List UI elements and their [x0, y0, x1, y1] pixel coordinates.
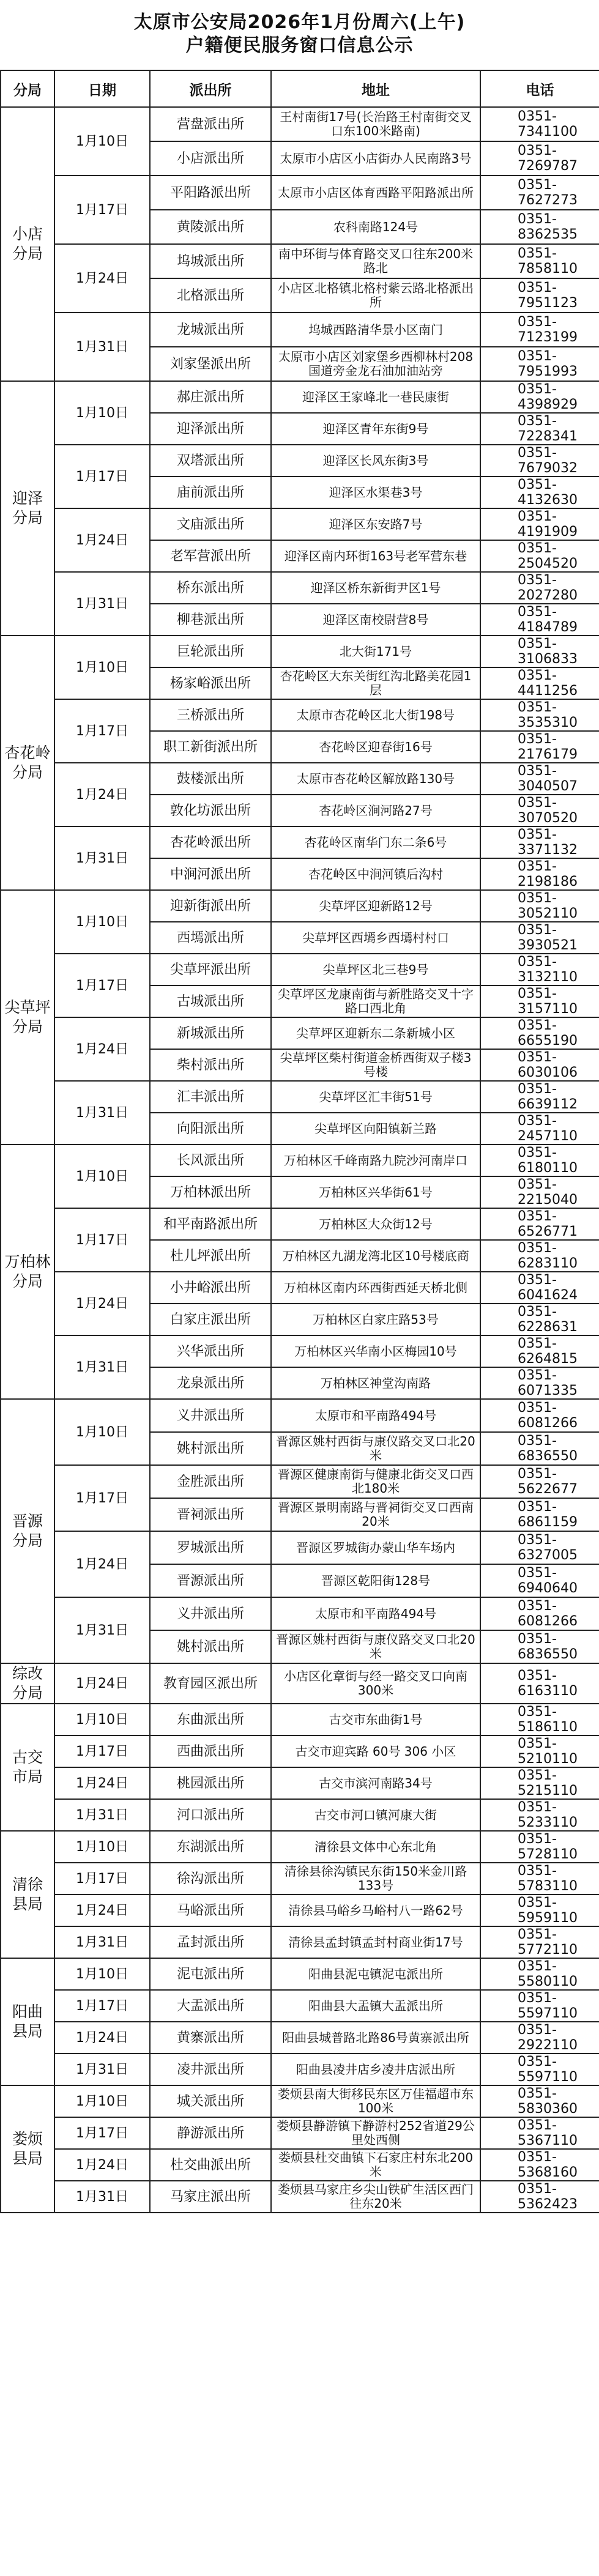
- branch-cell: 小店 分局: [1, 107, 54, 381]
- address-cell: 晋源区乾阳街128号: [271, 1564, 480, 1597]
- station-cell: 刘家堡派出所: [150, 347, 271, 381]
- station-cell: 凌井派出所: [150, 2054, 271, 2085]
- table-row: [1, 1735, 599, 1767]
- address-cell: 晋源区罗城街办蒙山华车场内: [271, 1531, 480, 1564]
- address-cell: 清徐县孟封镇孟封村商业街17号: [271, 1926, 480, 1958]
- station-cell: 东湖派出所: [150, 1831, 271, 1863]
- phone-cell: 0351-7341100: [480, 107, 599, 141]
- header-branch: 分局: [1, 70, 54, 107]
- phone-cell: 0351-7951123: [480, 278, 599, 313]
- date-cell: 1月10日: [54, 381, 150, 445]
- station-cell: 杏花岭派出所: [150, 826, 271, 858]
- phone-cell: 0351-8362535: [480, 210, 599, 244]
- address-cell: 杏花岭区南华门东二条6号: [271, 826, 480, 858]
- phone-cell: 0351-7123199: [480, 313, 599, 347]
- address-cell: 迎泽区青年东街9号: [271, 413, 480, 445]
- date-cell: 1月24日: [54, 2022, 150, 2054]
- station-cell: 姚村派出所: [150, 1432, 271, 1465]
- phone-cell: 0351-2198186: [480, 858, 599, 890]
- table-row: [1, 2054, 599, 2085]
- date-cell: 1月31日: [54, 1926, 150, 1958]
- table-row: [1, 2149, 599, 2181]
- address-cell: 万柏林区千峰南路九院沙河南岸口: [271, 1145, 480, 1176]
- address-cell: 晋源区景明南路与晋祠街交叉口西南20米: [271, 1498, 480, 1531]
- station-cell: 长风派出所: [150, 1145, 271, 1176]
- address-cell: 南中环街与体育路交叉口往东200米路北: [271, 244, 480, 278]
- phone-cell: 0351-5959110: [480, 1895, 599, 1926]
- address-cell: 太原市小店区小店街办人民南路3号: [271, 141, 480, 176]
- address-cell: 迎泽区桥东新街尹区1号: [271, 572, 480, 604]
- address-cell: 太原市小店区刘家堡乡西柳林村208国道旁金龙石油加油站旁: [271, 347, 480, 381]
- address-cell: 杏花岭区迎春街16号: [271, 731, 480, 763]
- phone-cell: 0351-4184789: [480, 604, 599, 636]
- station-cell: 静游派出所: [150, 2117, 271, 2149]
- date-cell: 1月24日: [54, 508, 150, 572]
- station-cell: 马峪派出所: [150, 1895, 271, 1926]
- date-cell: 1月10日: [54, 1145, 150, 1208]
- address-cell: 万柏林区神堂沟南路: [271, 1367, 480, 1399]
- station-cell: 小店派出所: [150, 141, 271, 176]
- table-row: [1, 1335, 599, 1367]
- date-cell: 1月10日: [54, 1958, 150, 1990]
- branch-cell: 古交 市局: [1, 1704, 54, 1831]
- address-cell: 北大街171号: [271, 636, 480, 667]
- title-block: [0, 0, 599, 70]
- phone-cell: 0351-6030106: [480, 1049, 599, 1081]
- table-row: [1, 1895, 599, 1926]
- header-phone: 电话: [480, 70, 599, 107]
- phone-cell: 0351-7269787: [480, 141, 599, 176]
- station-cell: 晋源派出所: [150, 1564, 271, 1597]
- station-cell: 义井派出所: [150, 1399, 271, 1432]
- table-row: [1, 1272, 599, 1304]
- date-cell: 1月31日: [54, 313, 150, 381]
- phone-cell: 0351-6264815: [480, 1335, 599, 1367]
- table-row: [1, 508, 599, 540]
- phone-cell: 0351-7627273: [480, 176, 599, 210]
- table-row: [1, 890, 599, 922]
- phone-cell: 0351-6071335: [480, 1367, 599, 1399]
- table-row: [1, 954, 599, 985]
- station-cell: 龙泉派出所: [150, 1367, 271, 1399]
- station-cell: 新城派出所: [150, 1017, 271, 1049]
- phone-cell: 0351-2922110: [480, 2022, 599, 2054]
- table-row: [1, 1958, 599, 1990]
- date-cell: 1月24日: [54, 1272, 150, 1335]
- station-cell: 城关派出所: [150, 2085, 271, 2117]
- address-cell: 太原市和平南路494号: [271, 1597, 480, 1630]
- address-cell: 迎泽区南校尉营8号: [271, 604, 480, 636]
- date-cell: 1月17日: [54, 1863, 150, 1895]
- branch-cell: 尖草坪 分局: [1, 890, 54, 1145]
- header-row: [1, 70, 599, 107]
- station-cell: 马家庄派出所: [150, 2181, 271, 2213]
- phone-cell: 0351-3930521: [480, 922, 599, 954]
- address-cell: 古交市东曲街1号: [271, 1704, 480, 1735]
- table-row: [1, 826, 599, 858]
- phone-cell: 0351-6081266: [480, 1399, 599, 1432]
- address-cell: 万柏林区白家庄路53号: [271, 1304, 480, 1335]
- date-cell: 1月17日: [54, 176, 150, 244]
- date-cell: 1月17日: [54, 954, 150, 1017]
- address-cell: 太原市杏花岭区北大街198号: [271, 699, 480, 731]
- date-cell: 1月10日: [54, 107, 150, 176]
- date-cell: 1月24日: [54, 1663, 150, 1704]
- table-row: [1, 1017, 599, 1049]
- station-cell: 坞城派出所: [150, 244, 271, 278]
- header-station: 派出所: [150, 70, 271, 107]
- phone-cell: 0351-5186110: [480, 1704, 599, 1735]
- table-row: [1, 1799, 599, 1831]
- phone-cell: 0351-6041624: [480, 1272, 599, 1304]
- station-cell: 东曲派出所: [150, 1704, 271, 1735]
- station-cell: 迎新街派出所: [150, 890, 271, 922]
- address-cell: 王村南街17号(长治路王村南街交叉口东100米路南): [271, 107, 480, 141]
- table-body: [1, 107, 599, 2213]
- station-cell: 义井派出所: [150, 1597, 271, 1630]
- phone-cell: 0351-5210110: [480, 1735, 599, 1767]
- address-cell: 尖草坪区北三巷9号: [271, 954, 480, 985]
- address-cell: 杏花岭区涧河路27号: [271, 795, 480, 826]
- phone-cell: 0351-5783110: [480, 1863, 599, 1895]
- table-row: [1, 107, 599, 141]
- address-cell: 农科南路124号: [271, 210, 480, 244]
- station-cell: 龙城派出所: [150, 313, 271, 347]
- phone-cell: 0351-6836550: [480, 1630, 599, 1663]
- address-cell: 太原市和平南路494号: [271, 1399, 480, 1432]
- address-cell: 晋源区姚村西街与康仪路交叉口北20米: [271, 1432, 480, 1465]
- table-row: [1, 1663, 599, 1704]
- phone-cell: 0351-6163110: [480, 1663, 599, 1704]
- phone-cell: 0351-3535310: [480, 699, 599, 731]
- table-row: [1, 763, 599, 795]
- branch-cell: 清徐 县局: [1, 1831, 54, 1958]
- table-row: [1, 1208, 599, 1240]
- address-cell: 尖草坪区龙康南街与新胜路交叉十字路口西北角: [271, 985, 480, 1017]
- phone-cell: 0351-4132630: [480, 477, 599, 508]
- station-cell: 柳巷派出所: [150, 604, 271, 636]
- branch-cell: 阳曲 县局: [1, 1958, 54, 2085]
- address-cell: 迎泽区水渠巷3号: [271, 477, 480, 508]
- phone-cell: 0351-6180110: [480, 1145, 599, 1176]
- phone-cell: 0351-6283110: [480, 1240, 599, 1272]
- station-cell: 大盂派出所: [150, 1990, 271, 2022]
- table-row: [1, 1465, 599, 1498]
- station-cell: 桃园派出所: [150, 1767, 271, 1799]
- station-cell: 中涧河派出所: [150, 858, 271, 890]
- station-cell: 庙前派出所: [150, 477, 271, 508]
- phone-cell: 0351-5362423: [480, 2181, 599, 2213]
- phone-cell: 0351-6081266: [480, 1597, 599, 1630]
- station-cell: 老军营派出所: [150, 540, 271, 572]
- date-cell: 1月17日: [54, 1990, 150, 2022]
- address-cell: 杏花岭区大东关街红沟北路美花园1层: [271, 667, 480, 699]
- address-cell: 万柏林区九湖龙湾北区10号楼底商: [271, 1240, 480, 1272]
- address-cell: 晋源区姚村西街与康仪路交叉口北20米: [271, 1630, 480, 1663]
- phone-cell: 0351-5233110: [480, 1799, 599, 1831]
- table-row: [1, 1831, 599, 1863]
- table-row: [1, 1597, 599, 1630]
- phone-cell: 0351-3157110: [480, 985, 599, 1017]
- date-cell: 1月10日: [54, 1831, 150, 1863]
- address-cell: 万柏林区南内环西街西延天桥北侧: [271, 1272, 480, 1304]
- date-cell: 1月17日: [54, 2117, 150, 2149]
- date-cell: 1月10日: [54, 1704, 150, 1735]
- station-cell: 小井峪派出所: [150, 1272, 271, 1304]
- station-cell: 巨轮派出所: [150, 636, 271, 667]
- phone-cell: 0351-5597110: [480, 2054, 599, 2085]
- phone-cell: 0351-2504520: [480, 540, 599, 572]
- station-cell: 姚村派出所: [150, 1630, 271, 1663]
- address-cell: 尖草坪区柴村街道金桥西街双子楼3号楼: [271, 1049, 480, 1081]
- address-cell: 迎泽区长风东街3号: [271, 445, 480, 477]
- table-row: [1, 1145, 599, 1176]
- date-cell: 1月10日: [54, 2085, 150, 2117]
- table-row: [1, 313, 599, 347]
- phone-cell: 0351-5728110: [480, 1831, 599, 1863]
- branch-cell: 综改 分局: [1, 1663, 54, 1704]
- phone-cell: 0351-6940640: [480, 1564, 599, 1597]
- station-cell: 营盘派出所: [150, 107, 271, 141]
- station-cell: 杜交曲派出所: [150, 2149, 271, 2181]
- date-cell: 1月10日: [54, 890, 150, 954]
- address-cell: 清徐县文体中心东北角: [271, 1831, 480, 1863]
- date-cell: 1月17日: [54, 1208, 150, 1272]
- station-cell: 杨家峪派出所: [150, 667, 271, 699]
- station-cell: 汇丰派出所: [150, 1081, 271, 1113]
- page-subtitle: 户籍便民服务窗口信息公示: [185, 35, 414, 56]
- station-cell: 白家庄派出所: [150, 1304, 271, 1335]
- date-cell: 1月17日: [54, 1735, 150, 1767]
- address-cell: 晋源区健康南街与健康北街交叉口西北180米: [271, 1465, 480, 1498]
- date-cell: 1月24日: [54, 2149, 150, 2181]
- phone-cell: 0351-6655190: [480, 1017, 599, 1049]
- address-cell: 小店区北格镇北格村紫云路北格派出所: [271, 278, 480, 313]
- phone-cell: 0351-3371132: [480, 826, 599, 858]
- phone-cell: 0351-5368160: [480, 2149, 599, 2181]
- address-cell: 尖草坪区西墕乡西墕村村口: [271, 922, 480, 954]
- station-cell: 孟封派出所: [150, 1926, 271, 1958]
- phone-cell: 0351-4191909: [480, 508, 599, 540]
- address-cell: 迎泽区南内环街163号老军营东巷: [271, 540, 480, 572]
- address-cell: 迎泽区王家峰北一巷民康街: [271, 381, 480, 413]
- address-cell: 万柏林区兴华街61号: [271, 1176, 480, 1208]
- phone-cell: 0351-5367110: [480, 2117, 599, 2149]
- phone-cell: 0351-2215040: [480, 1176, 599, 1208]
- station-cell: 文庙派出所: [150, 508, 271, 540]
- table-row: [1, 699, 599, 731]
- address-cell: 阳曲县凌井店乡凌井店派出所: [271, 2054, 480, 2085]
- table-row: [1, 1399, 599, 1432]
- phone-cell: 0351-3070520: [480, 795, 599, 826]
- date-cell: 1月24日: [54, 1017, 150, 1081]
- date-cell: 1月24日: [54, 1531, 150, 1597]
- station-cell: 兴华派出所: [150, 1335, 271, 1367]
- station-cell: 西曲派出所: [150, 1735, 271, 1767]
- date-cell: 1月31日: [54, 572, 150, 636]
- date-cell: 1月31日: [54, 1597, 150, 1663]
- phone-cell: 0351-3040507: [480, 763, 599, 795]
- header-address: 地址: [271, 70, 480, 107]
- table-row: [1, 1767, 599, 1799]
- address-cell: 阳曲县泥屯镇泥屯派出所: [271, 1958, 480, 1990]
- station-cell: 罗城派出所: [150, 1531, 271, 1564]
- station-cell: 柴村派出所: [150, 1049, 271, 1081]
- phone-cell: 0351-4411256: [480, 667, 599, 699]
- station-cell: 尖草坪派出所: [150, 954, 271, 985]
- date-cell: 1月24日: [54, 244, 150, 313]
- table-row: [1, 636, 599, 667]
- station-cell: 敦化坊派出所: [150, 795, 271, 826]
- address-cell: 坞城西路清华景小区南门: [271, 313, 480, 347]
- address-cell: 古交市河口镇河康大街: [271, 1799, 480, 1831]
- table-row: [1, 1863, 599, 1895]
- phone-cell: 0351-7228341: [480, 413, 599, 445]
- station-cell: 双塔派出所: [150, 445, 271, 477]
- address-cell: 尖草坪区汇丰街51号: [271, 1081, 480, 1113]
- date-cell: 1月10日: [54, 1399, 150, 1465]
- address-cell: 清徐县马峪乡马峪村八一路62号: [271, 1895, 480, 1926]
- date-cell: 1月17日: [54, 445, 150, 508]
- phone-cell: 0351-3106833: [480, 636, 599, 667]
- phone-cell: 0351-3132110: [480, 954, 599, 985]
- station-cell: 向阳派出所: [150, 1113, 271, 1145]
- date-cell: 1月10日: [54, 636, 150, 699]
- phone-cell: 0351-7951993: [480, 347, 599, 381]
- phone-cell: 0351-5580110: [480, 1958, 599, 1990]
- station-cell: 平阳路派出所: [150, 176, 271, 210]
- phone-cell: 0351-6836550: [480, 1432, 599, 1465]
- phone-cell: 0351-7858110: [480, 244, 599, 278]
- branch-cell: 万柏林 分局: [1, 1145, 54, 1399]
- address-cell: 娄烦县马家庄乡尖山铁矿生活区西门往东20米: [271, 2181, 480, 2213]
- table-row: [1, 1704, 599, 1735]
- station-cell: 三桥派出所: [150, 699, 271, 731]
- phone-cell: 0351-6861159: [480, 1498, 599, 1531]
- date-cell: 1月31日: [54, 826, 150, 890]
- address-cell: 阳曲县大盂镇大盂派出所: [271, 1990, 480, 2022]
- date-cell: 1月31日: [54, 1799, 150, 1831]
- table-row: [1, 1081, 599, 1113]
- station-cell: 郝庄派出所: [150, 381, 271, 413]
- station-cell: 金胜派出所: [150, 1465, 271, 1498]
- address-cell: 太原市杏花岭区解放路130号: [271, 763, 480, 795]
- table-row: [1, 2022, 599, 2054]
- station-cell: 和平南路派出所: [150, 1208, 271, 1240]
- date-cell: 1月24日: [54, 1767, 150, 1799]
- station-cell: 万柏林派出所: [150, 1176, 271, 1208]
- station-cell: 西墕派出所: [150, 922, 271, 954]
- header-date: 日期: [54, 70, 150, 107]
- date-cell: 1月31日: [54, 2181, 150, 2213]
- table-row: [1, 244, 599, 278]
- station-cell: 迎泽派出所: [150, 413, 271, 445]
- station-cell: 黄陵派出所: [150, 210, 271, 244]
- phone-cell: 0351-4398929: [480, 381, 599, 413]
- date-cell: 1月31日: [54, 2054, 150, 2085]
- phone-cell: 0351-5597110: [480, 1990, 599, 2022]
- phone-cell: 0351-6327005: [480, 1531, 599, 1564]
- phone-cell: 0351-2176179: [480, 731, 599, 763]
- date-cell: 1月31日: [54, 1335, 150, 1399]
- phone-cell: 0351-5622677: [480, 1465, 599, 1498]
- station-cell: 徐沟派出所: [150, 1863, 271, 1895]
- address-cell: 尖草坪区迎新东二条新城小区: [271, 1017, 480, 1049]
- address-cell: 清徐县徐沟镇民东街150米金川路133号: [271, 1863, 480, 1895]
- phone-cell: 0351-6639112: [480, 1081, 599, 1113]
- address-cell: 万柏林区兴华南小区梅园10号: [271, 1335, 480, 1367]
- phone-cell: 0351-5215110: [480, 1767, 599, 1799]
- table-row: [1, 176, 599, 210]
- phone-cell: 0351-2457110: [480, 1113, 599, 1145]
- phone-cell: 0351-5830360: [480, 2085, 599, 2117]
- address-cell: 小店区化章街与经一路交叉口向南300米: [271, 1663, 480, 1704]
- address-cell: 太原市小店区体育西路平阳路派出所: [271, 176, 480, 210]
- phone-cell: 0351-6228631: [480, 1304, 599, 1335]
- address-cell: 娄烦县南大街移民东区万佳福超市东100米: [271, 2085, 480, 2117]
- branch-cell: 杏花岭 分局: [1, 636, 54, 890]
- table-row: [1, 2181, 599, 2213]
- address-cell: 尖草坪区迎新路12号: [271, 890, 480, 922]
- station-cell: 桥东派出所: [150, 572, 271, 604]
- address-cell: 古交市滨河南路34号: [271, 1767, 480, 1799]
- schedule-table: [0, 70, 599, 2213]
- table-row: [1, 1990, 599, 2022]
- address-cell: 迎泽区东安路7号: [271, 508, 480, 540]
- page-title: 太原市公安局2026年1月份周六(上午): [133, 12, 466, 33]
- table-row: [1, 572, 599, 604]
- phone-cell: 0351-3052110: [480, 890, 599, 922]
- station-cell: 杜儿坪派出所: [150, 1240, 271, 1272]
- address-cell: 杏花岭区中涧河镇后沟村: [271, 858, 480, 890]
- address-cell: 娄烦县静游镇下静游村252省道29公里处西侧: [271, 2117, 480, 2149]
- station-cell: 古城派出所: [150, 985, 271, 1017]
- station-cell: 泥屯派出所: [150, 1958, 271, 1990]
- table-row: [1, 445, 599, 477]
- date-cell: 1月24日: [54, 763, 150, 826]
- phone-cell: 0351-7679032: [480, 445, 599, 477]
- station-cell: 职工新街派出所: [150, 731, 271, 763]
- date-cell: 1月31日: [54, 1081, 150, 1145]
- branch-cell: 晋源 分局: [1, 1399, 54, 1663]
- station-cell: 黄寨派出所: [150, 2022, 271, 2054]
- phone-cell: 0351-5772110: [480, 1926, 599, 1958]
- branch-cell: 迎泽 分局: [1, 381, 54, 636]
- address-cell: 阳曲县城普路北路86号黄寨派出所: [271, 2022, 480, 2054]
- address-cell: 古交市迎宾路 60号 306 小区: [271, 1735, 480, 1767]
- phone-cell: 0351-6526771: [480, 1208, 599, 1240]
- address-cell: 尖草坪区向阳镇新兰路: [271, 1113, 480, 1145]
- station-cell: 教育园区派出所: [150, 1663, 271, 1704]
- date-cell: 1月17日: [54, 1465, 150, 1531]
- station-cell: 河口派出所: [150, 1799, 271, 1831]
- address-cell: 娄烦县杜交曲镇下石家庄村东北200米: [271, 2149, 480, 2181]
- table-row: [1, 1926, 599, 1958]
- table-row: [1, 1531, 599, 1564]
- date-cell: 1月24日: [54, 1895, 150, 1926]
- branch-cell: 娄烦 县局: [1, 2085, 54, 2213]
- date-cell: 1月17日: [54, 699, 150, 763]
- station-cell: 北格派出所: [150, 278, 271, 313]
- table-row: [1, 2085, 599, 2117]
- table-row: [1, 2117, 599, 2149]
- station-cell: 晋祠派出所: [150, 1498, 271, 1531]
- phone-cell: 0351-2027280: [480, 572, 599, 604]
- address-cell: 万柏林区大众街12号: [271, 1208, 480, 1240]
- table-row: [1, 381, 599, 413]
- station-cell: 鼓楼派出所: [150, 763, 271, 795]
